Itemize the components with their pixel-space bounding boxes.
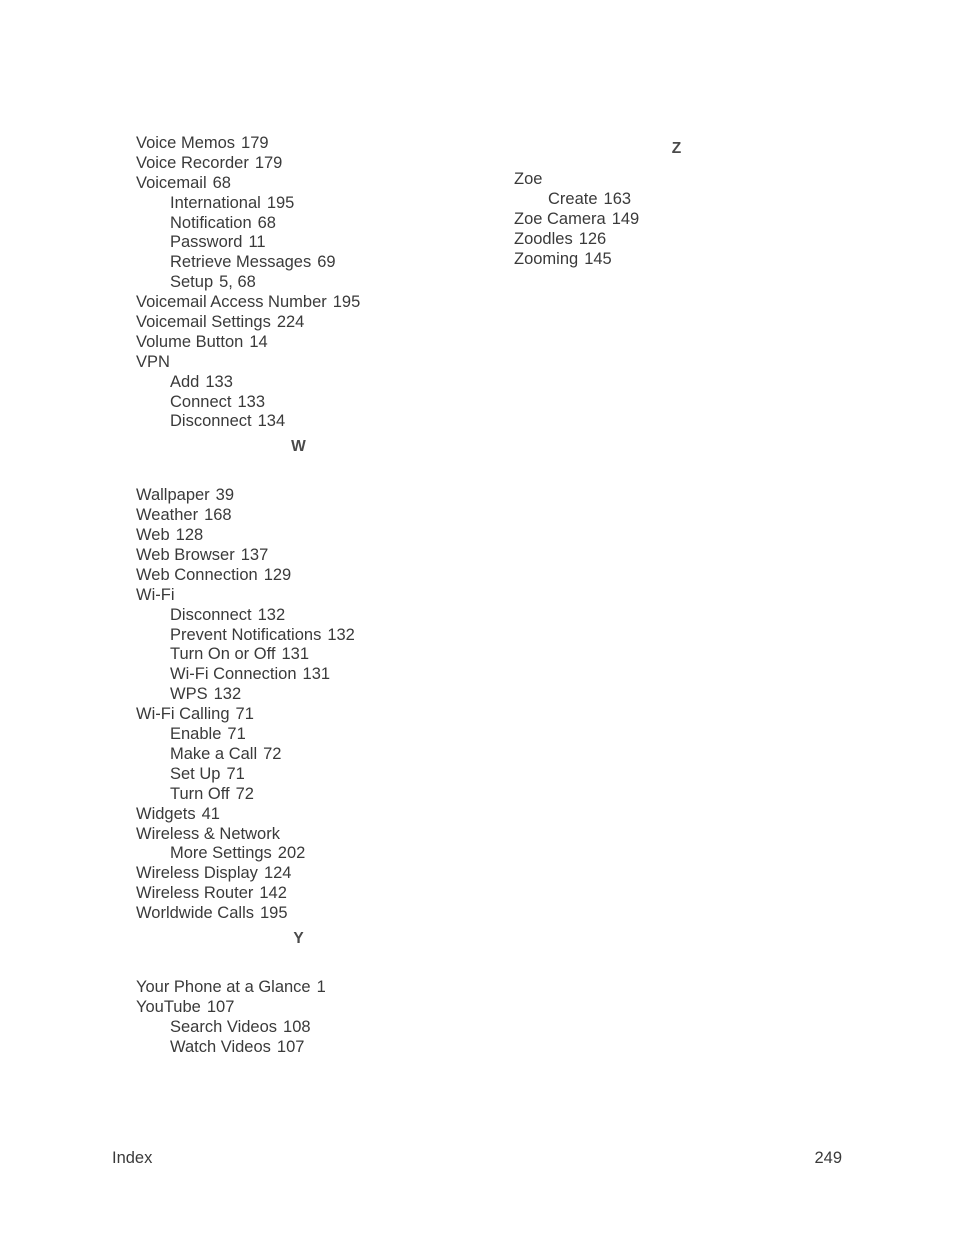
index-entry xyxy=(136,526,466,546)
index-term: Connect xyxy=(170,392,232,411)
index-term: Notification xyxy=(170,213,252,232)
index-term: Enable xyxy=(170,725,222,744)
index-entry xyxy=(136,864,466,884)
index-subentry xyxy=(136,233,466,253)
index-term: Worldwide Calls xyxy=(136,904,254,923)
index-page-ref: 137 xyxy=(240,546,269,565)
index-subentry xyxy=(136,194,466,214)
index-entry xyxy=(136,293,466,313)
index-page-ref: 107 xyxy=(206,997,235,1016)
index-term: Web xyxy=(136,526,170,545)
index-term: Wireless & Network xyxy=(136,824,280,843)
index-subentry xyxy=(136,373,466,393)
index-letter-heading: W xyxy=(291,438,306,456)
index-term: Set Up xyxy=(170,764,221,783)
index-page-ref: 195 xyxy=(259,904,288,923)
index-subentry xyxy=(136,645,466,665)
index-term: Voicemail Settings xyxy=(136,313,271,332)
index-entry xyxy=(136,174,466,194)
index-entry xyxy=(514,230,844,250)
index-term: WPS xyxy=(170,685,208,704)
index-page-ref: 202 xyxy=(277,844,306,863)
index-entry xyxy=(514,170,844,190)
index-entry xyxy=(136,566,466,586)
index-entry xyxy=(514,210,844,230)
index-entry xyxy=(136,506,466,526)
index-term: Your Phone at a Glance xyxy=(136,977,311,996)
index-term: Weather xyxy=(136,506,199,525)
index-page-ref: 132 xyxy=(327,625,355,644)
index-page-ref: 71 xyxy=(235,705,254,724)
index-term: Wi-Fi Connection xyxy=(170,665,297,684)
index-term: Wireless Router xyxy=(136,884,254,903)
index-term: YouTube xyxy=(136,997,201,1016)
index-page-ref: 107 xyxy=(276,1037,305,1056)
index-entry xyxy=(136,313,466,333)
index-page-ref: 131 xyxy=(302,665,331,684)
index-page-ref: 72 xyxy=(235,784,254,803)
index-page-ref: 179 xyxy=(241,134,269,152)
index-page-ref: 71 xyxy=(227,725,246,744)
index-page-ref: 134 xyxy=(257,412,286,431)
index-term: Setup xyxy=(170,273,214,292)
index-page-ref: 72 xyxy=(263,744,282,763)
index-term: Zooming xyxy=(514,249,579,268)
index-page-ref: 71 xyxy=(226,764,245,783)
index-page-ref: 68 xyxy=(212,173,231,192)
index-subentry xyxy=(136,725,466,745)
index-term: Web Browser xyxy=(136,546,235,565)
index-term: Disconnect xyxy=(170,412,252,431)
index-entry xyxy=(136,353,466,373)
index-term: Turn On or Off xyxy=(170,645,276,664)
index-page-ref: 126 xyxy=(578,229,607,248)
index-page-ref: 11 xyxy=(248,233,266,252)
index-column-right xyxy=(514,134,844,269)
index-entry xyxy=(136,805,466,825)
index-term: Search Videos xyxy=(170,1017,278,1036)
index-subentry xyxy=(136,765,466,785)
index-entry xyxy=(136,904,466,924)
index-subentry xyxy=(136,844,466,864)
index-page-ref: 41 xyxy=(201,804,220,823)
footer-page-number: 249 xyxy=(814,1149,842,1167)
index-term: Prevent Notifications xyxy=(170,625,322,644)
index-term: Wireless Display xyxy=(136,864,258,883)
index-term: Wallpaper xyxy=(136,486,210,505)
index-subentry xyxy=(136,214,466,234)
index-entry xyxy=(136,154,466,174)
index-term: Turn Off xyxy=(170,784,230,803)
index-term: International xyxy=(170,193,261,212)
index-term: Web Connection xyxy=(136,565,258,584)
index-page-ref: 1 xyxy=(316,977,326,996)
index-entry xyxy=(136,998,466,1018)
index-page-ref: 133 xyxy=(237,392,265,411)
index-page-ref: 132 xyxy=(213,685,242,704)
index-term: Disconnect xyxy=(170,605,252,624)
index-term: Wi-Fi xyxy=(136,585,175,604)
index-subentry xyxy=(136,253,466,273)
index-entry xyxy=(136,884,466,904)
index-term: Add xyxy=(170,372,200,391)
index-subentry xyxy=(136,626,466,646)
index-page-ref: 149 xyxy=(611,209,640,228)
index-term: Watch Videos xyxy=(170,1037,271,1056)
index-subentry xyxy=(136,412,466,432)
index-subentry xyxy=(136,606,466,626)
index-term: Wi-Fi Calling xyxy=(136,705,230,724)
index-entry xyxy=(136,486,466,506)
index-subentry xyxy=(136,1018,466,1038)
index-subentry xyxy=(136,393,466,413)
index-entry xyxy=(136,586,466,606)
index-term: Make a Call xyxy=(170,744,258,763)
footer-section-title: Index xyxy=(112,1149,153,1167)
index-term: Voicemail Access Number xyxy=(136,293,327,312)
index-term: Zoe xyxy=(514,170,543,188)
index-entry xyxy=(514,250,844,270)
index-subentry xyxy=(136,685,466,705)
index-page-ref: 128 xyxy=(175,526,204,545)
index-page-ref: 14 xyxy=(249,332,268,351)
index-page-ref: 224 xyxy=(276,313,305,332)
index-page-ref: 108 xyxy=(283,1017,311,1036)
index-term: Create xyxy=(548,189,598,208)
index-page-ref: 129 xyxy=(263,565,292,584)
index-entry xyxy=(136,333,466,353)
index-subentry xyxy=(514,190,844,210)
index-subentry xyxy=(136,785,466,805)
index-page-ref: 69 xyxy=(317,253,336,272)
index-term: Voicemail xyxy=(136,173,207,192)
index-entry xyxy=(136,825,466,845)
index-term: VPN xyxy=(136,352,170,371)
index-column-left xyxy=(136,134,466,1058)
index-subentry xyxy=(136,1038,466,1058)
index-term: Password xyxy=(170,233,243,252)
index-letter-heading: Y xyxy=(293,929,304,947)
index-page-ref: 39 xyxy=(215,486,235,505)
index-page-ref: 124 xyxy=(263,864,292,883)
index-page-ref: 142 xyxy=(259,884,287,903)
index-term: Widgets xyxy=(136,804,196,823)
index-term: Retrieve Messages xyxy=(170,253,312,272)
index-page-ref: 68 xyxy=(257,213,276,232)
index-page-ref: 145 xyxy=(584,249,612,268)
index-subentry xyxy=(136,273,466,293)
index-subentry xyxy=(136,665,466,685)
index-entry xyxy=(136,546,466,566)
index-page-ref: 163 xyxy=(603,189,632,208)
index-entry xyxy=(136,705,466,725)
index-page-ref: 179 xyxy=(254,153,283,172)
index-page-ref: 132 xyxy=(257,605,286,624)
index-page-ref: 131 xyxy=(281,645,309,664)
index-term: Volume Button xyxy=(136,332,244,351)
index-subentry xyxy=(136,745,466,765)
index-letter-heading: Z xyxy=(671,140,682,157)
index-page-ref: 195 xyxy=(332,293,361,312)
index-page-ref: 5, 68 xyxy=(219,273,256,292)
index-term: Zoodles xyxy=(514,229,573,248)
index-term: Voice Recorder xyxy=(136,153,249,172)
index-page-ref: 195 xyxy=(266,193,295,212)
index-term: More Settings xyxy=(170,844,272,863)
index-term: Zoe Camera xyxy=(514,209,606,228)
index-page-ref: 168 xyxy=(204,506,232,525)
index-entry xyxy=(136,134,466,154)
index-term: Voice Memos xyxy=(136,134,236,152)
index-page-ref: 133 xyxy=(205,372,233,391)
index-entry xyxy=(136,978,466,998)
